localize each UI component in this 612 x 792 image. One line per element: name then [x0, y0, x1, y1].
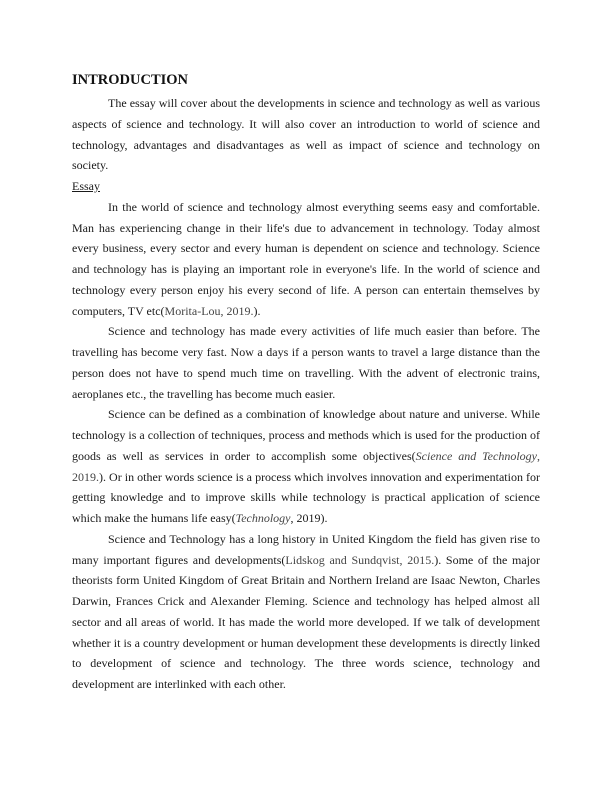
document-page: [72, 72, 540, 695]
paragraph-text: Science and Technology has a long history in United Kingdom the field has given rise to many important figures and developments(: [72, 531, 540, 567]
paragraph-text: In the world of science and technology almost everything seems easy and comfortable. Man has experiencing change in their life's due to advancement in technology. Today almost every business, every sector and every human is dependent on science and technology. Science and technology has is playing an important role in everyone's life. In the world of science and technology every person enjoy his every second of life. A person can entertain themselves by computers, TV etc(: [72, 199, 540, 318]
paragraph-text: ). Some of the major theorists form United Kingdom of Great Britain and Northern Ireland are Isaac Newton, Charles Darwin, Frances Crick and Alexander Fleming. Science and technology has helped almost all sector and all areas of world. It has made the world more developed. If we talk of development whether it is a country development or human development these developments is directly linked to development of science and technology. The three words science, technology and development are interlinked with each other.: [72, 552, 540, 691]
paragraph-text: ).: [253, 303, 261, 318]
intro-paragraph: The essay will cover about the developments in science and technology as well as various aspects of science and technology. It will also cover an introduction to world of science and technology, advantages and disadvantages as well as impact of science and technology on society.: [72, 96, 540, 173]
essay-subheading: Essay: [72, 179, 100, 193]
citation-year: , 2019.: [72, 448, 540, 484]
paragraph-2: Science and technology has made every activities of life much easier than before. The travelling has become very fast. Now a days if a person wants to travel a large distance than the person does not have to spend much time on travelling. With the advent of electronic trains, aeroplanes etc., the travelling has become much easier.: [72, 324, 540, 401]
citation: Morita-Lou, 2019.: [164, 303, 254, 318]
paragraph-1: [72, 197, 540, 322]
citation-title: Science and Technology: [415, 448, 537, 463]
citation-title: Technology: [235, 511, 291, 525]
paragraph-4: [72, 529, 540, 695]
citation: Lidskog and Sundqvist, 2015.: [285, 552, 435, 567]
paragraph-text: ). Or in other words science is a process which involves innovation and experimentation for getting knowledge and to improve skills while technology is practical application of science which make the humans life easy(: [72, 469, 540, 525]
paragraph-text: Science can be defined as a combination of knowledge about nature and universe. While technology is a collection of techniques, process and methods which is used for the production of goods as well as services in order to accomplish some objectives(: [72, 407, 540, 463]
paragraph-3: [72, 404, 540, 529]
section-heading: INTRODUCTION: [72, 72, 189, 88]
paragraph-text: ).: [320, 511, 328, 525]
citation-year: , 2019: [290, 511, 321, 525]
